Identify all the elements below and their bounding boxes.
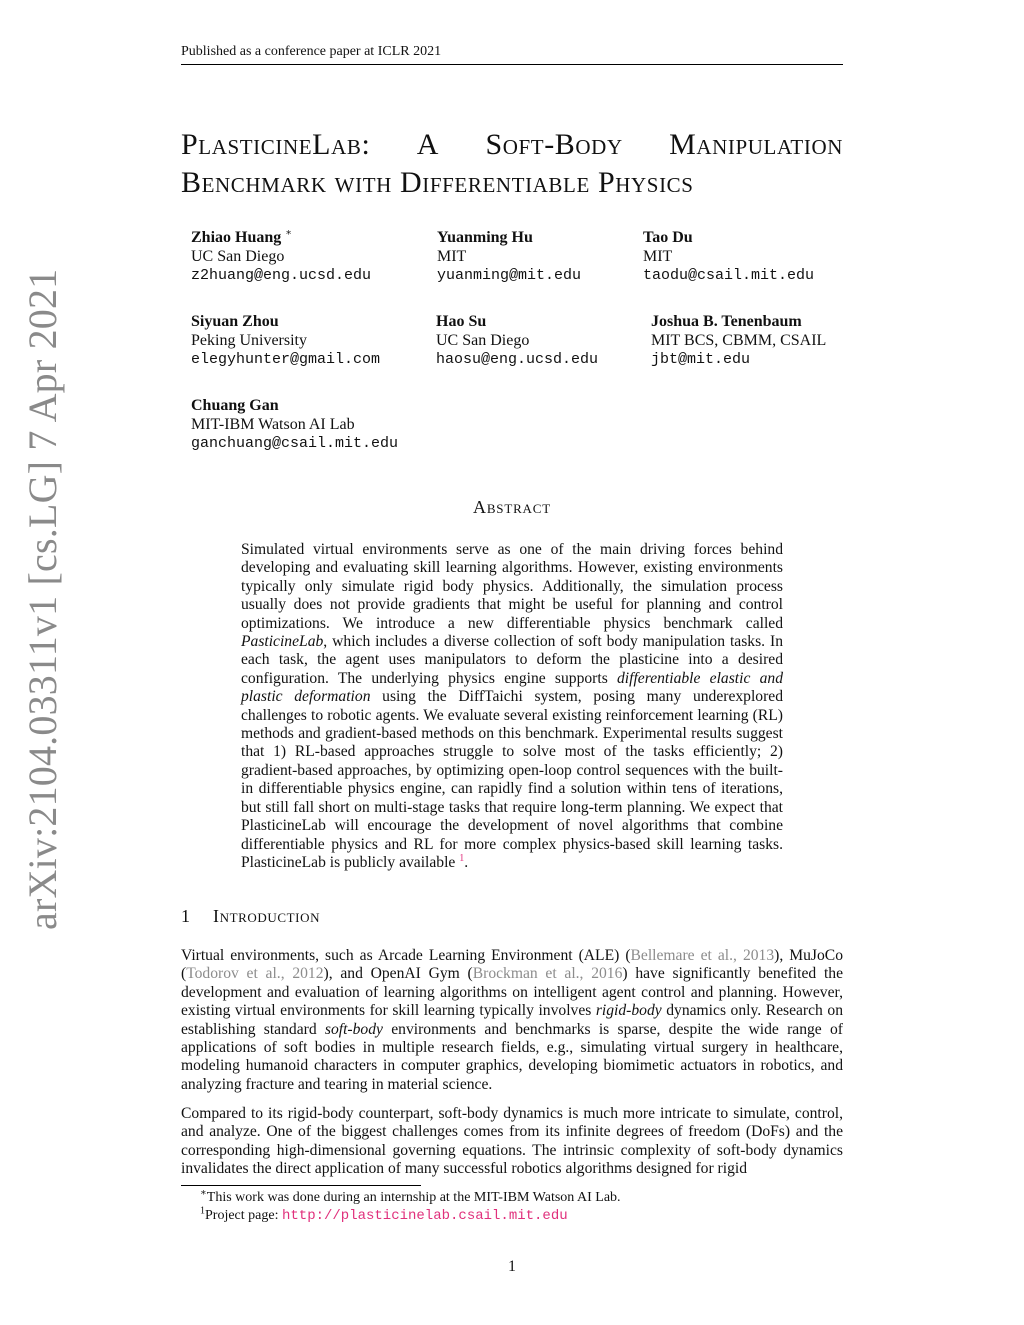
- section-number: 1: [181, 906, 191, 926]
- author-email[interactable]: elegyhunter@gmail.com: [191, 351, 381, 368]
- author-affiliation: MIT-IBM Watson AI Lab: [191, 416, 355, 433]
- footnote-text: Project page:: [205, 1208, 282, 1223]
- abstract-text: Simulated virtual environments serve as one of the main driving forces behind developing and evaluating skill learning algorithms. However, existing environments typically only simulate rigid body physics. Additionally, the simulation process usually does not provide gradients that might be useful for planning and control optimizations. We introduce a new differentiable physics benchmark called: [241, 541, 783, 632]
- author-affiliation: Peking University: [191, 332, 307, 349]
- author-name: Yuanming Hu: [437, 229, 533, 246]
- paragraph-text: environments and benchmarks is sparse, despite the wide range of applications of soft bodies in multiple research fields, e.g., simulating virtual surgery in healthcare, modeling humanoid characters in computer graphics, developing biomimetic actuators in robotics, and analyzing fracture and tearing in material science.: [181, 1020, 843, 1093]
- author-email[interactable]: z2huang@eng.ucsd.edu: [191, 267, 372, 284]
- abstract-body: [241, 541, 783, 872]
- title-word: PlasticineLab:: [181, 128, 371, 161]
- intro-paragraph-2: Compared to its rigid-body counterpart, soft-body dynamics is much more intricate to simulate, control, and analyze. One of the biggest challenges comes from its infinite degrees of freedom (DoFs) and the corresponding high-dimensional governing equations. The intrinsic complexity of soft-body dynamics invalidates the direct application of many successful robotics algorithms designed for rigid: [181, 1105, 843, 1178]
- author-block: [437, 228, 581, 285]
- paper-title: [181, 126, 843, 202]
- title-line-2: Benchmark with Differentiable Physics: [181, 166, 694, 199]
- paragraph-text: ), and OpenAI Gym (: [323, 965, 473, 983]
- author-email[interactable]: haosu@eng.ucsd.edu: [436, 351, 599, 368]
- author-name: Hao Su: [436, 313, 487, 330]
- author-email[interactable]: yuanming@mit.edu: [437, 267, 582, 284]
- author-name: Siyuan Zhou: [191, 313, 279, 330]
- footnote-link[interactable]: 1: [459, 852, 465, 864]
- title-word: Soft-Body: [485, 128, 623, 161]
- author-block: [651, 312, 826, 369]
- author-affiliation: MIT BCS, CBMM, CSAIL: [651, 332, 827, 349]
- author-email[interactable]: jbt@mit.edu: [651, 351, 751, 368]
- author-block: [191, 228, 371, 285]
- author-affiliation: MIT: [643, 248, 673, 265]
- abstract-text: using the DiffTaichi system, posing many underexplored challenges to robotic agents. We evaluate several existing reinforcement learning (RL) methods and gradient-based methods on this benchmark. Experimental results suggest that 1) RL-based approaches struggle to solve most of the tasks efficiently; 2) gradient-based approaches, by optimizing open-loop control sequences with the built-in differentiable physics engine, can rapidly find a solution within tens of iterations, but still fall short on multi-stage tasks that require long-term planning. We expect that PlasticineLab will encourage the development of novel algorithms that combine differentiable physics and RL for more complex physics-based skill learning tasks. PlasticineLab is publicly available: [241, 688, 784, 871]
- section-heading: [181, 906, 320, 927]
- section-title: Introduction: [213, 906, 321, 926]
- paragraph-text: Virtual environments, such as Arcade Learning Environment (ALE) (: [181, 947, 631, 964]
- footnote-mark: 1: [200, 1205, 205, 1217]
- project-page-link[interactable]: http://plasticinelab.csail.mit.edu: [281, 1208, 568, 1224]
- abstract-emphasis: differentiable elastic and plastic deformation: [241, 669, 783, 706]
- abstract-heading: Abstract: [473, 497, 551, 517]
- paragraph-emphasis: soft-body: [324, 1020, 383, 1038]
- paragraph-text: ), MuJoCo (: [181, 947, 843, 983]
- author-name: Joshua B. Tenenbaum: [651, 313, 802, 330]
- footnote-rule: [181, 1185, 421, 1186]
- footnote: [200, 1205, 568, 1224]
- author-block: [643, 228, 814, 285]
- abstract-text: , which includes a diverse collection of soft body manipulation tasks. In each task, the agent uses manipulators to deform the plasticine into a desired configuration. The underlying physics engine supports: [241, 633, 783, 687]
- footnote: [200, 1187, 621, 1206]
- running-header: Published as a conference paper at ICLR 2021: [181, 44, 843, 65]
- paragraph-text: dynamics only. Research on establishing standard: [181, 1002, 843, 1038]
- page-number: 1: [508, 1258, 516, 1275]
- author-affiliation: UC San Diego: [191, 248, 285, 265]
- title-word: A: [416, 128, 440, 161]
- author-block: [191, 396, 398, 453]
- arxiv-stamp[interactable]: arXiv:2104.03311v1 [cs.LG] 7 Apr 2021: [20, 268, 65, 930]
- author-block: [191, 312, 380, 369]
- abstract-emphasis: PasticineLab: [241, 633, 324, 651]
- author-name: Chuang Gan: [191, 397, 279, 414]
- title-word: Manipulation: [669, 128, 843, 161]
- author-affiliation: UC San Diego: [436, 332, 530, 349]
- footnote-text: This work was done during an internship at the MIT-IBM Watson AI Lab.: [206, 1190, 621, 1205]
- abstract-text: .: [464, 853, 469, 871]
- author-name: Zhiao Huang: [191, 229, 282, 246]
- citation-link[interactable]: Todorov et al., 2012: [186, 965, 324, 983]
- author-email[interactable]: ganchuang@csail.mit.edu: [191, 435, 399, 452]
- citation-link[interactable]: Bellemare et al., 2013: [630, 947, 775, 964]
- citation-link[interactable]: Brockman et al., 2016: [472, 965, 623, 983]
- author-mark: ∗: [285, 227, 293, 239]
- author-email[interactable]: taodu@csail.mit.edu: [643, 267, 815, 284]
- footnote-mark: ∗: [200, 1187, 207, 1199]
- author-name: Tao Du: [643, 229, 693, 246]
- author-block: [436, 312, 598, 369]
- paragraph-text: ) have significantly benefited the development and evaluation of learning algorithms on intelligent agent control and planning. However, existing virtual environments for skill learning typically involves: [181, 965, 843, 1020]
- intro-paragraph-1: [181, 947, 843, 1094]
- author-affiliation: MIT: [437, 248, 467, 265]
- paragraph-emphasis: rigid-body: [595, 1002, 662, 1020]
